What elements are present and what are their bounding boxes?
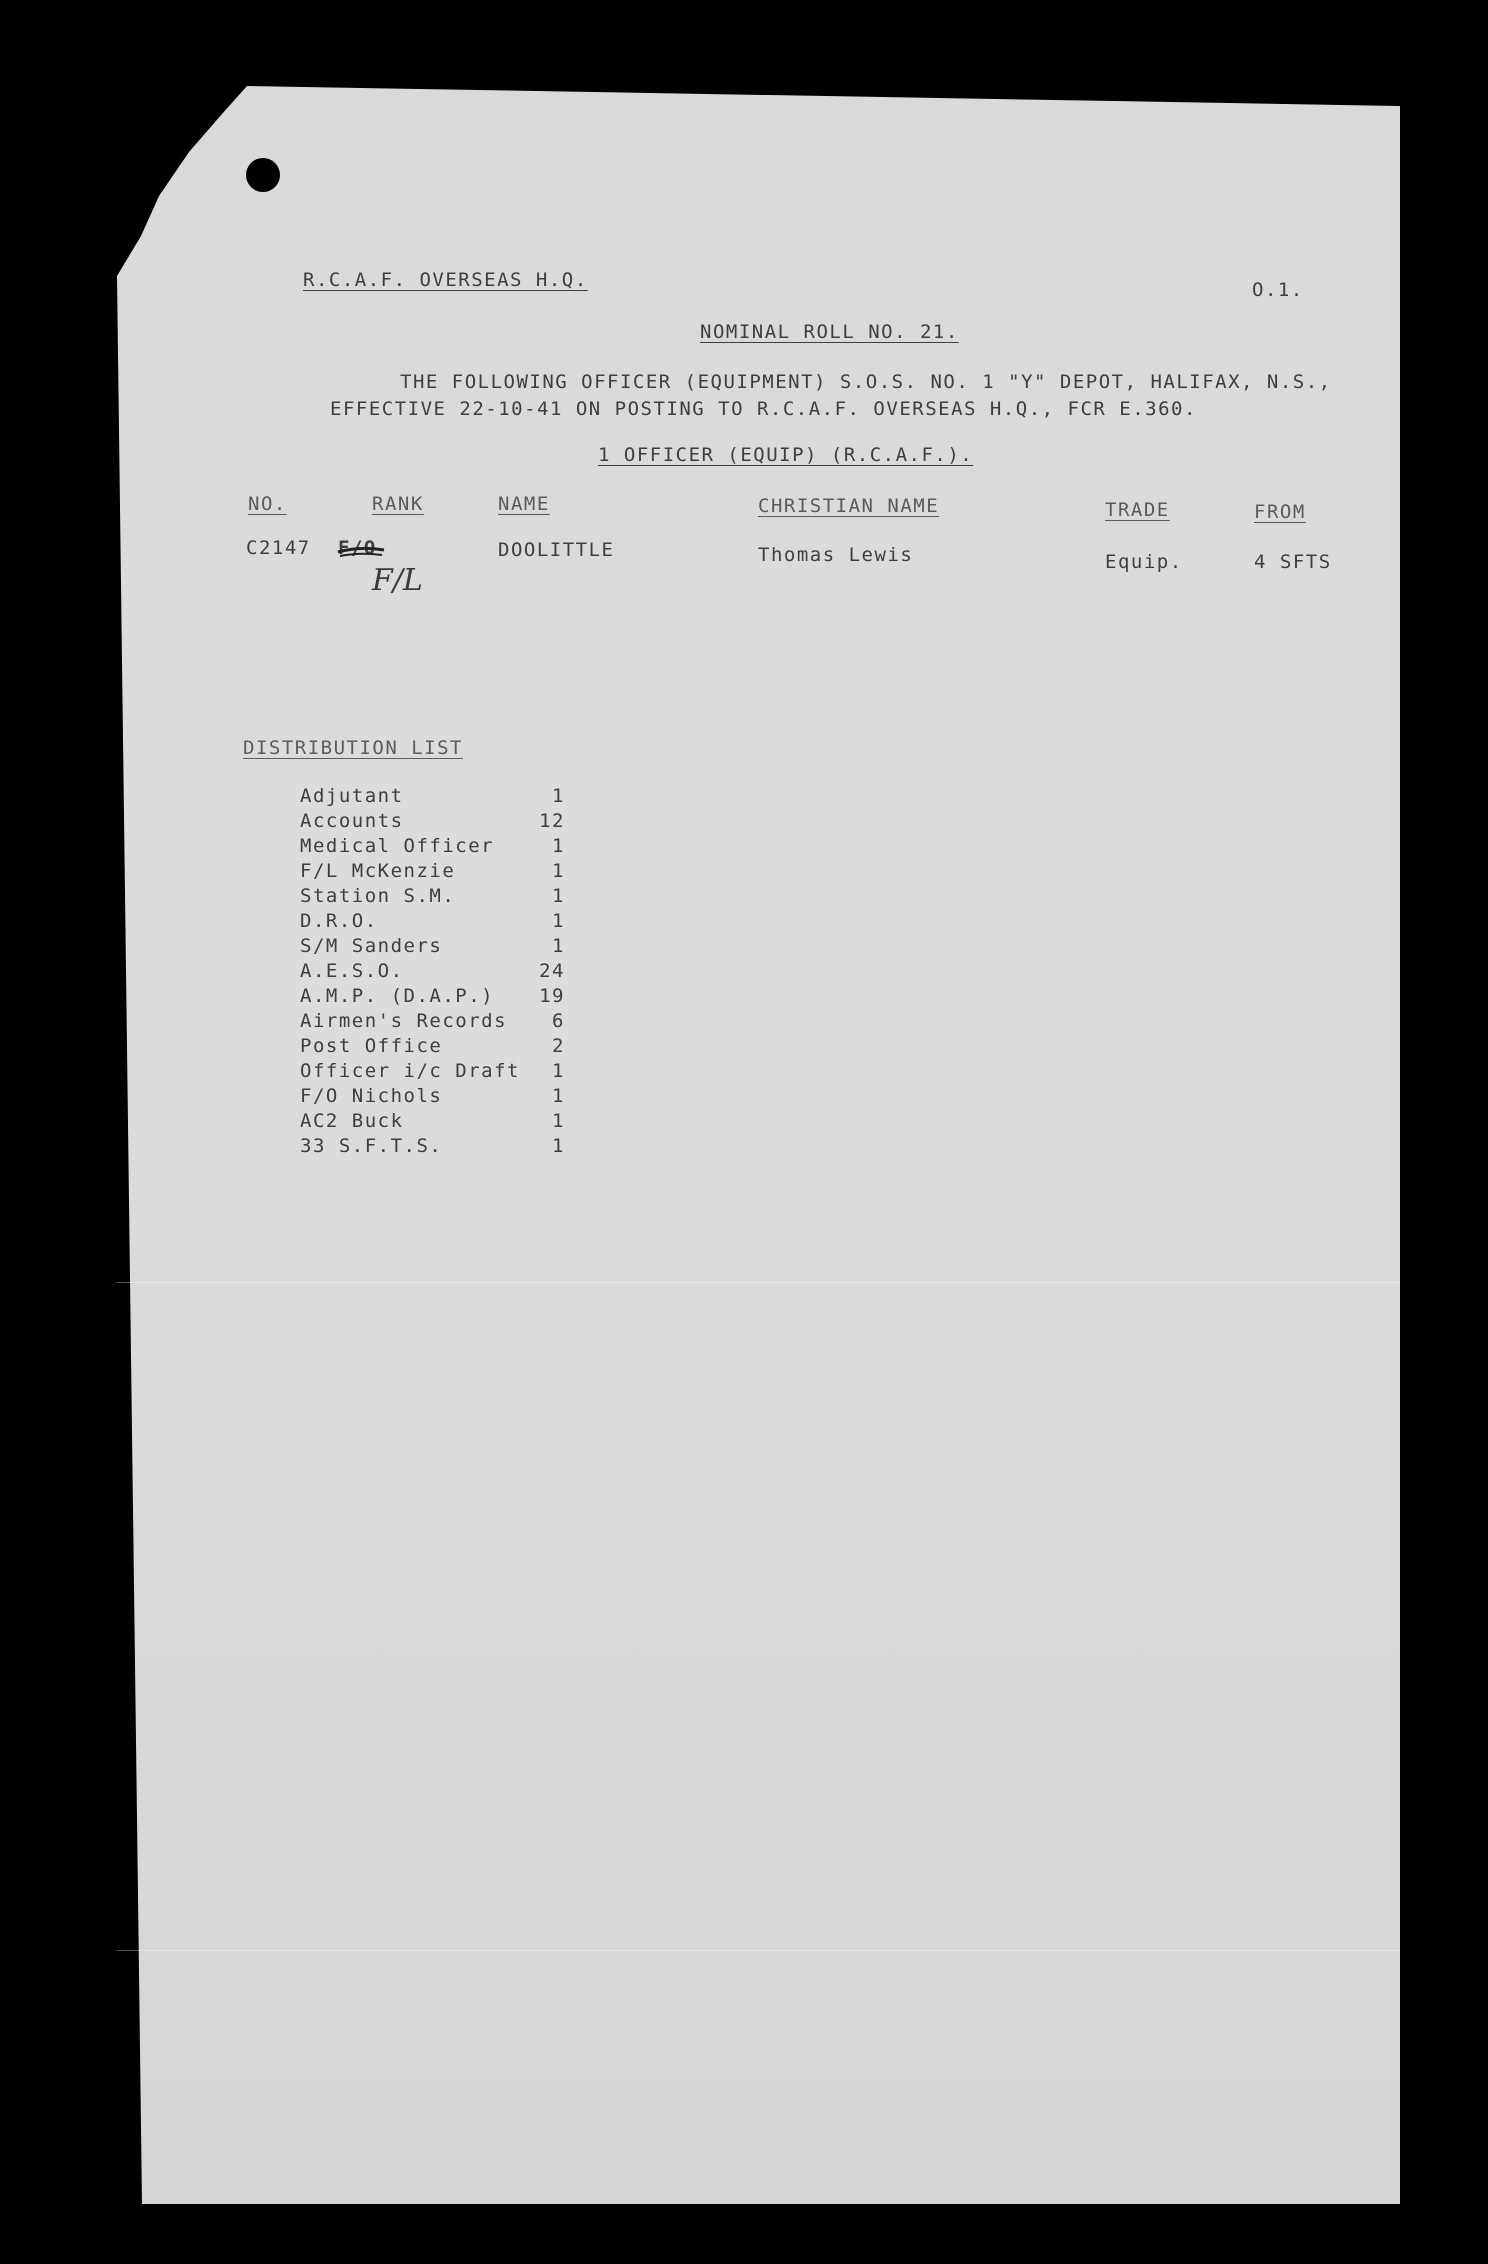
intro-line-2: EFFECTIVE 22-10-41 ON POSTING TO R.C.A.F. OVERSEAS H.Q., FCR E.360. <box>330 398 1197 420</box>
distribution-recipient: 33 S.F.T.S. <box>300 1135 443 1157</box>
document-code: O.1. <box>1252 279 1304 301</box>
distribution-quantity: 2 <box>552 1035 565 1057</box>
distribution-recipient: S/M Sanders <box>300 935 443 957</box>
office-heading: R.C.A.F. OVERSEAS H.Q. <box>303 269 588 291</box>
distribution-recipient: Station S.M. <box>300 885 456 907</box>
distribution-recipient: Post Office <box>300 1035 443 1057</box>
punch-hole <box>246 158 280 192</box>
officer-christian-name: Thomas Lewis <box>758 544 914 566</box>
officer-surname: DOOLITTLE <box>498 539 615 561</box>
distribution-quantity: 1 <box>552 1135 565 1157</box>
officer-from-unit: 4 SFTS <box>1254 551 1332 573</box>
distribution-recipient: AC2 Buck <box>300 1110 404 1132</box>
distribution-quantity: 1 <box>552 910 565 932</box>
distribution-quantity: 19 <box>539 985 565 1007</box>
distribution-recipient: Officer i/c Draft <box>300 1060 520 1082</box>
distribution-recipient: Airmen's Records <box>300 1010 508 1032</box>
intro-line-1: THE FOLLOWING OFFICER (EQUIPMENT) S.O.S. NO. 1 "Y" DEPOT, HALIFAX, N.S., <box>400 371 1332 393</box>
distribution-quantity: 1 <box>552 860 565 882</box>
roll-title: NOMINAL ROLL NO. 21. <box>700 321 959 343</box>
handwritten-rank: F/L <box>372 563 423 598</box>
distribution-recipient: A.M.P. (D.A.P.) <box>300 985 495 1007</box>
fold-line <box>117 1282 1400 1283</box>
distribution-quantity: 1 <box>552 935 565 957</box>
distribution-quantity: 1 <box>552 1060 565 1082</box>
fold-line <box>117 1950 1400 1951</box>
distribution-quantity: 1 <box>552 835 565 857</box>
distribution-quantity: 12 <box>539 810 565 832</box>
officer-trade: Equip. <box>1105 551 1183 573</box>
column-header-trade: TRADE <box>1105 499 1170 521</box>
distribution-recipient: F/O Nichols <box>300 1085 443 1107</box>
distribution-recipient: Adjutant <box>300 785 404 807</box>
column-header-christian-name: CHRISTIAN NAME <box>758 495 940 517</box>
distribution-recipient: D.R.O. <box>300 910 378 932</box>
distribution-recipient: Medical Officer <box>300 835 495 857</box>
distribution-quantity: 1 <box>552 785 565 807</box>
distribution-quantity: 1 <box>552 1085 565 1107</box>
distribution-title: DISTRIBUTION LIST <box>243 737 463 759</box>
distribution-quantity: 1 <box>552 1110 565 1132</box>
column-header-name: NAME <box>498 493 550 515</box>
column-header-rank: RANK <box>372 493 424 515</box>
column-header-from: FROM <box>1254 501 1306 523</box>
subheading: 1 OFFICER (EQUIP) (R.C.A.F.). <box>598 444 974 466</box>
distribution-recipient: A.E.S.O. <box>300 960 404 982</box>
struck-rank: F/O <box>338 537 377 559</box>
distribution-recipient: F/L McKenzie <box>300 860 456 882</box>
service-number: C2147 <box>246 537 311 559</box>
column-header-no: NO. <box>248 493 287 515</box>
distribution-quantity: 1 <box>552 885 565 907</box>
distribution-quantity: 24 <box>539 960 565 982</box>
distribution-quantity: 6 <box>552 1010 565 1032</box>
distribution-recipient: Accounts <box>300 810 404 832</box>
